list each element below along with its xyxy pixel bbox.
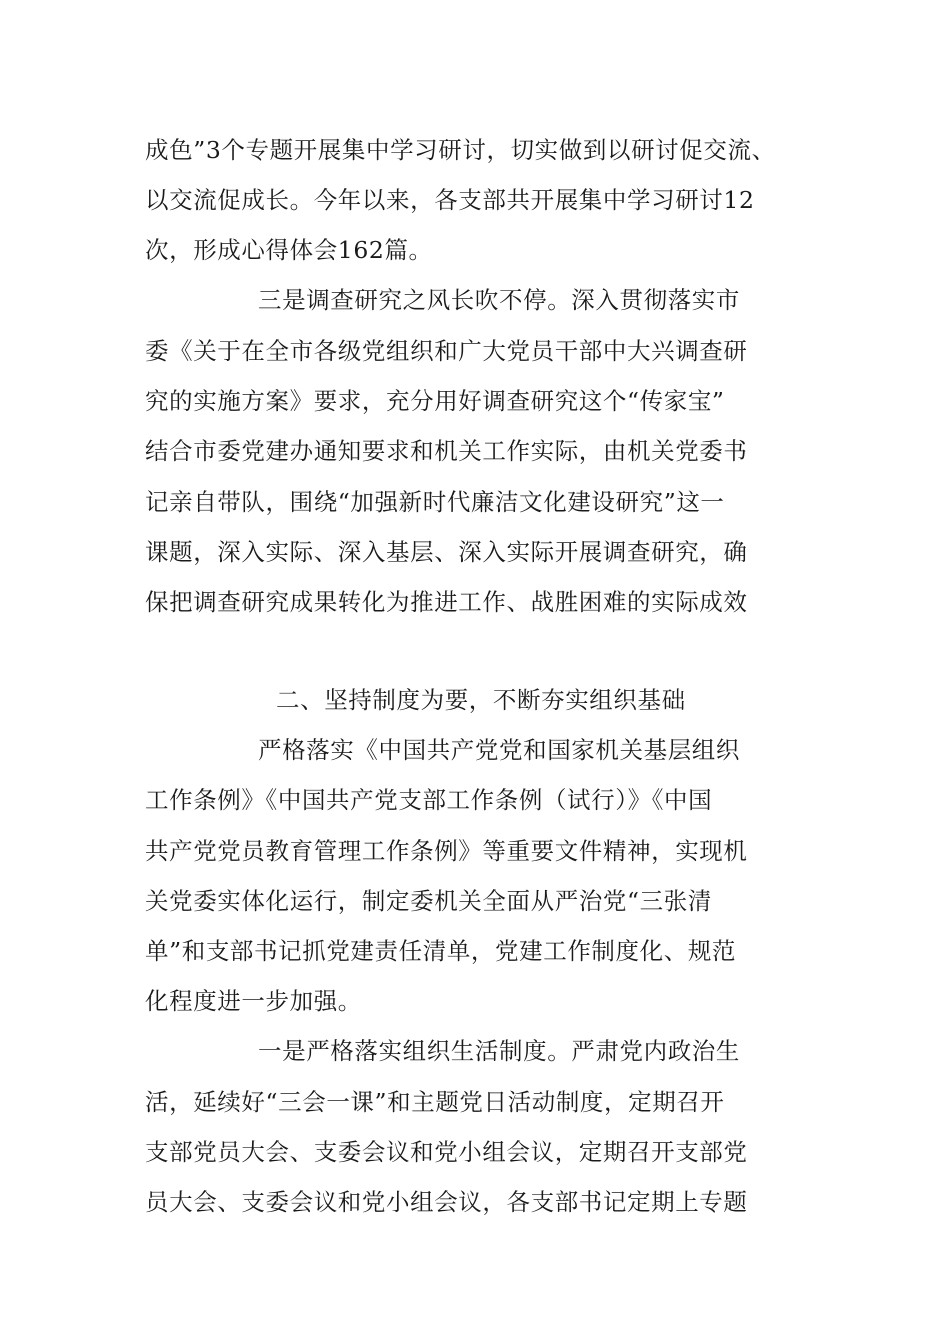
text-line: 一是严格落实组织生活制度。严肃党内政治生 xyxy=(258,1037,740,1065)
text-line: 化程度进一步加强。 xyxy=(145,987,362,1015)
text-line: 课题，深入实际、深入基层、深入实际开展调查研究，确 xyxy=(145,538,748,566)
text-line: 单”和支部书记抓党建责任清单，党建工作制度化、规范 xyxy=(145,937,737,965)
text-line: 关党委实体化运行，制定委机关全面从严治党“三张清 xyxy=(145,887,712,915)
text-line: 以交流促成长。今年以来，各支部共开展集中学习研讨12 xyxy=(145,186,755,214)
text-line: 结合市委党建办通知要求和机关工作实际，由机关党委书 xyxy=(145,437,748,465)
text-line: 严格落实《中国共产党党和国家机关基层组织 xyxy=(258,736,740,764)
text-line: 员大会、支委会议和党小组会议，各支部书记定期上专题 xyxy=(145,1188,748,1216)
text-line: 委《关于在全市各级党组织和广大党员干部中大兴调查研 xyxy=(145,337,748,365)
section-heading: 二、坚持制度为要，不断夯实组织基础 xyxy=(276,686,686,714)
text-line: 支部党员大会、支委会议和党小组会议，定期召开支部党 xyxy=(145,1138,748,1166)
text-line: 记亲自带队，围绕“加强新时代廉洁文化建设研究”这一 xyxy=(145,488,725,516)
text-line: 究的实施方案》要求，充分用好调查研究这个“传家宝” xyxy=(145,387,725,415)
text-line: 成色”3个专题开展集中学习研讨，切实做到以研讨促交流、 xyxy=(145,136,776,164)
text-line: 三是调查研究之风长吹不停。深入贯彻落实市 xyxy=(258,286,740,314)
text-line: 共产党党员教育管理工作条例》等重要文件精神，实现机 xyxy=(145,837,748,865)
text-line: 保把调查研究成果转化为推进工作、战胜困难的实际成效 xyxy=(145,588,748,616)
text-line: 工作条例》《中国共产党支部工作条例（试行）》《中国 xyxy=(145,786,713,814)
text-line: 次，形成心得体会162篇。 xyxy=(145,236,433,264)
text-line: 活，延续好“三会一课”和主题党日活动制度，定期召开 xyxy=(145,1088,725,1116)
